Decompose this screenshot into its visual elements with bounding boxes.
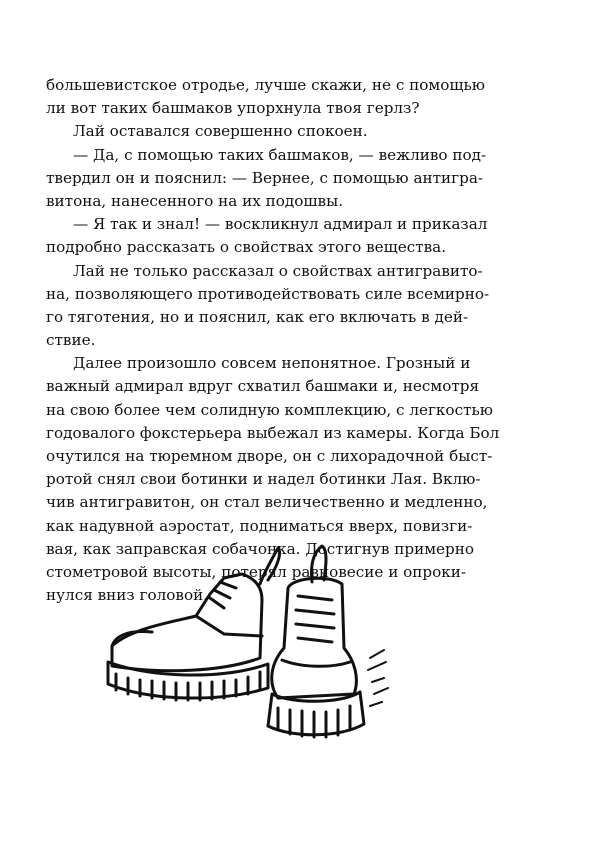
right-boot-pull-tab [311, 546, 326, 582]
left-boot-upper [112, 574, 262, 671]
text-line: Лай оставался совершенно спокоен. [73, 122, 368, 141]
text-line: витона, нанесенного на их подошвы. [46, 191, 344, 210]
right-boot-upper [272, 578, 357, 698]
text-line: ли вот таких башмаков упорхнула твоя герлз? [46, 99, 420, 118]
text-line: — Да, с помощью таких башмаков, — вежливо под- [73, 145, 487, 164]
text-line: нулся вниз головой. [46, 586, 209, 605]
text-line: го тяготения, но и пояснил, как его включать в дей- [46, 307, 469, 326]
motion-lines [368, 650, 388, 706]
left-boot-pull-tab [260, 548, 280, 584]
boots-illustration [92, 538, 392, 758]
text-line: на свою более чем солидную комплекцию, с легкостью [46, 400, 493, 419]
text-line: ротой снял свои ботинки и надел ботинки Лая. Вклю- [46, 470, 481, 489]
text-line: на, позволяющего противодействовать силе всемирно- [46, 284, 490, 303]
text-line: чив антигравитон, он стал величественно и медленно, [46, 493, 488, 512]
text-line: вая, как заправская собачонка. Достигнув примерно [46, 539, 474, 558]
text-line: твердил он и пояснил: — Вернее, с помощью антигра- [46, 168, 484, 187]
text-line: Далее произошло совсем непонятное. Грозный и [73, 354, 471, 373]
text-line: как надувной аэростат, подниматься вверх, повизги- [46, 516, 473, 535]
right-boot-laces [296, 596, 334, 642]
text-line: стометровой высоты, потерял равновесие и опроки- [46, 562, 467, 581]
text-line: — Я так и знал! — воскликнул адмирал и приказал [73, 215, 488, 234]
body-text [46, 74, 500, 607]
text-line: Лай не только рассказал о свойствах антигравито- [73, 261, 483, 280]
text-line: годовалого фокстерьера выбежал из камеры. Когда Бол [46, 423, 500, 442]
text-line: ствие. [46, 331, 96, 350]
text-line: подробно рассказать о свойствах этого вещества. [46, 238, 447, 257]
left-boot-laces [210, 582, 236, 608]
text-line: очутился на тюремном дворе, он с лихорадочной быст- [46, 447, 493, 465]
text-line: важный адмирал вдруг схватил башмаки и, несмотря [46, 377, 480, 396]
text-line: большевистское отродье, лучше скажи, не с помощью [46, 76, 485, 94]
left-boot-toe [112, 632, 152, 646]
